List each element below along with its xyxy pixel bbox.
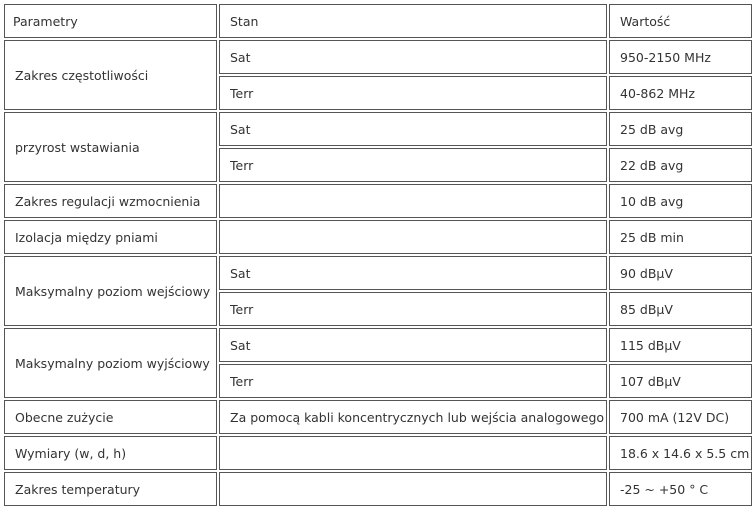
state-cell (219, 436, 607, 470)
value-cell: 22 dB avg (609, 148, 752, 182)
table-row (4, 400, 752, 434)
table-row (4, 436, 752, 470)
table-row (4, 112, 752, 146)
header-state: Stan (219, 4, 607, 38)
param-cell: Zakres regulacji wzmocnienia (4, 184, 217, 218)
value-cell: 115 dBμV (609, 328, 752, 362)
value-cell: 10 dB avg (609, 184, 752, 218)
param-cell: Wymiary (w, d, h) (4, 436, 217, 470)
param-cell: Zakres temperatury (4, 472, 217, 506)
value-cell: 700 mA (12V DC) (609, 400, 752, 434)
table-header-row (4, 4, 752, 38)
state-cell: Sat (219, 40, 607, 74)
value-cell: 18.6 x 14.6 x 5.5 cm (609, 436, 752, 470)
param-cell: Obecne zużycie (4, 400, 217, 434)
value-cell: 40-862 MHz (609, 76, 752, 110)
header-param: Parametry (4, 4, 217, 38)
value-cell: 950-2150 MHz (609, 40, 752, 74)
table-row (4, 220, 752, 254)
state-cell: Terr (219, 76, 607, 110)
state-cell: Za pomocą kabli koncentrycznych lub wejścia analogowego (219, 400, 607, 434)
param-cell: przyrost wstawiania (4, 112, 217, 182)
state-cell (219, 472, 607, 506)
state-cell: Terr (219, 148, 607, 182)
param-cell: Izolacja między pniami (4, 220, 217, 254)
state-cell (219, 184, 607, 218)
table-row (4, 328, 752, 362)
table-row (4, 256, 752, 290)
value-cell: 85 dBμV (609, 292, 752, 326)
table-row (4, 472, 752, 506)
header-value: Wartość (609, 4, 752, 38)
state-cell (219, 220, 607, 254)
value-cell: 90 dBμV (609, 256, 752, 290)
value-cell: 25 dB avg (609, 112, 752, 146)
value-cell: 25 dB min (609, 220, 752, 254)
value-cell: -25 ~ +50 ° C (609, 472, 752, 506)
value-cell: 107 dBμV (609, 364, 752, 398)
state-cell: Terr (219, 364, 607, 398)
table-row (4, 184, 752, 218)
state-cell: Sat (219, 256, 607, 290)
spec-table (2, 2, 754, 508)
state-cell: Terr (219, 292, 607, 326)
param-cell: Maksymalny poziom wyjściowy (4, 328, 217, 398)
param-cell: Zakres częstotliwości (4, 40, 217, 110)
state-cell: Sat (219, 112, 607, 146)
state-cell: Sat (219, 328, 607, 362)
table-row (4, 40, 752, 74)
param-cell: Maksymalny poziom wejściowy (4, 256, 217, 326)
